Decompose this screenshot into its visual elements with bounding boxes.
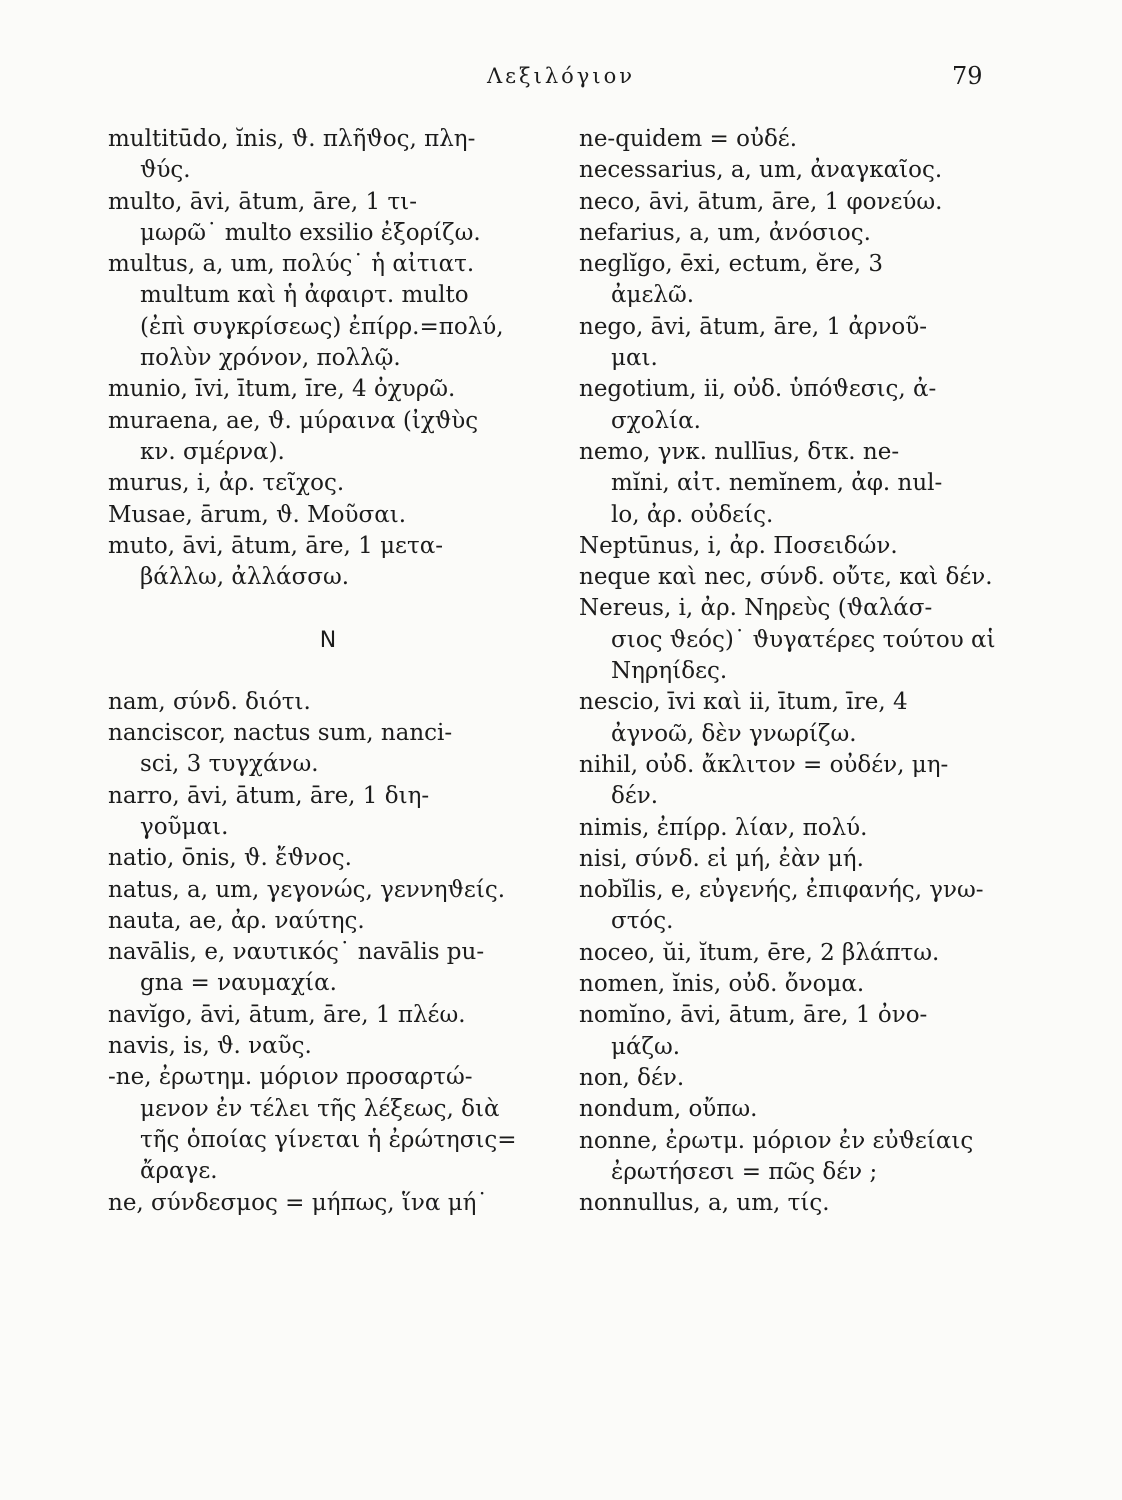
entry-continuation-line: sci, 3 τυγχάνω. [140,751,319,778]
entry-headword-line: non, δέν. [579,1064,685,1091]
entry-continuation-line: κν. σμέρνα). [140,438,285,465]
entry-headword-line: negotium, ii, οὐδ. ὑπόϑεσις, ἀ- [579,376,937,403]
entry-headword-line: munio, īvi, ītum, īre, 4 ὀχυρῶ. [108,376,456,403]
entry-headword-line: navis, is, ϑ. ναῦς. [108,1033,312,1060]
entries-before [108,124,548,593]
entry-headword-line: Nereus, i, ἀρ. Νηρεὺς (ϑαλάσ- [579,595,933,622]
entry-continuation-line: μάζω. [611,1033,681,1060]
entry-headword-line: nobĭlis, e, εὐγενής, ἐπιφανής, γνω- [579,877,984,904]
entry-headword-line: nefarius, a, um, ἀνόσιος. [579,219,871,246]
dictionary-entry [108,249,548,374]
dictionary-entry [579,1063,999,1094]
entry-headword-line: Musae, ārum, ϑ. Μοῦσαι. [108,501,407,528]
entry-headword-line: ne, σύνδεσμος = μήπως, ἵνα μή˙ [108,1189,488,1216]
dictionary-entry [108,906,548,937]
entry-continuation-line: multum καὶ ἡ ἀφαιρτ. multo [140,282,469,309]
entry-headword-line: nihil, οὐδ. ἄκλιτον = οὐδέν, μη- [579,751,949,778]
entry-continuation-line: ἀγνοῶ, δὲν γνωρίζω. [611,720,857,747]
dictionary-entry [108,531,548,594]
entry-headword-line: neco, āvi, ātum, āre, 1 φονεύω. [579,188,943,215]
entry-headword-line: nemo, γνκ. nullīus, δτκ. ne- [579,438,900,465]
dictionary-entry [108,124,548,187]
dictionary-entry [579,1188,999,1219]
entry-headword-line: nescio, īvi καὶ ii, ītum, īre, 4 [579,689,908,716]
dictionary-entry [108,1062,548,1187]
dictionary-entry [108,875,548,906]
entry-headword-line: necessarius, a, um, ἀναγκαῖος. [579,157,943,184]
entry-continuation-line: βάλλω, ἀλλάσσω. [140,564,350,591]
entry-headword-line: narro, āvi, ātum, āre, 1 διη- [108,782,430,809]
dictionary-entry [579,1094,999,1125]
entry-headword-line: nomĭno, āvi, ātum, āre, 1 ὀνο- [579,1002,928,1029]
entry-headword-line: nam, σύνδ. διότι. [108,688,311,715]
entry-continuation-line: lo, ἀρ. οὐδείς. [611,501,774,528]
entry-headword-line: nanciscor, nactus sum, nanci- [108,720,453,747]
entry-continuation-line: πολὺν χρόνον, πολλῷ. [140,345,401,372]
dictionary-entry [108,1188,548,1219]
entry-headword-line: navĭgo, āvi, ātum, āre, 1 πλέω. [108,1001,466,1028]
dictionary-entry [579,593,999,687]
dictionary-entry [579,124,999,155]
right-column [579,124,999,1219]
dictionary-entry [108,843,548,874]
entry-continuation-line: μαι. [611,345,658,372]
dictionary-entry [579,938,999,969]
entry-continuation-line: ἀμελῶ. [611,282,695,309]
left-column [108,124,548,1219]
entry-continuation-line: δέν. [611,783,659,810]
dictionary-entry [579,155,999,186]
entry-headword-line: nauta, ae, ἀρ. ναύτης. [108,907,365,934]
dictionary-entry [579,187,999,218]
dictionary-entry [579,374,999,437]
dictionary-entry [108,718,548,781]
entry-headword-line: neque καὶ nec, σύνδ. οὔτε, καὶ δέν. [579,564,993,591]
dictionary-entry [579,844,999,875]
entry-continuation-line: σχολία. [611,407,701,434]
dictionary-entry [108,937,548,1000]
entry-continuation-line: (ἐπὶ συγκρίσεως) ἐπίρρ.=πολύ, [140,313,504,340]
entry-headword-line: ne-quidem = οὐδέ. [579,126,798,152]
entry-continuation-line: ϑύς. [140,157,191,184]
dictionary-entry [108,374,548,405]
entry-continuation-line: ἄραγε. [140,1158,218,1185]
entry-headword-line: nonne, ἐρωτμ. μόριον ἐν εὐϑείαις [579,1127,974,1154]
entry-continuation-line: σιος ϑεός)˙ ϑυγατέρες τούτου αἱ [611,626,996,653]
entry-headword-line: noceo, ŭi, ĭtum, ēre, 2 βλάπτω. [579,939,940,966]
entry-headword-line: nomen, ĭnis, οὐδ. ὄνομα. [579,971,865,998]
dictionary-entry [579,1126,999,1189]
entry-headword-line: nego, āvi, ātum, āre, 1 ἀρνοῦ- [579,313,928,340]
entry-continuation-line: ἐρωτήσεσι = πῶς δέν ; [611,1158,878,1185]
entry-headword-line: murus, i, ἀρ. τεῖχος. [108,470,345,497]
dictionary-entry [108,187,548,250]
dictionary-entry [579,562,999,593]
dictionary-entry [579,437,999,531]
dictionary-entry [579,969,999,1000]
entry-headword-line: muto, āvi, ātum, āre, 1 μετα- [108,532,443,559]
entry-headword-line: nimis, ἐπίρρ. λίαν, πολύ. [579,814,868,841]
entry-headword-line: natio, ōnis, ϑ. ἔϑνος. [108,845,352,872]
entry-headword-line: -ne, ἐρωτημ. μόριον προσαρτώ- [108,1064,473,1091]
entry-continuation-line: τῆς ὁποίας γίνεται ἡ ἐρώτησις= [140,1126,517,1153]
dictionary-entry [579,531,999,562]
entry-headword-line: multus, a, um, πολύς˙ ἡ αἰτιατ. [108,251,475,278]
entries-after [108,687,548,1219]
entry-headword-line: muraena, ae, ϑ. μύραινα (ἰχϑὺς [108,407,479,434]
entry-continuation-line: Νηρηίδες. [611,658,728,685]
page-header-title: Λεξιλόγιον [487,64,635,88]
entry-headword-line: nondum, οὔπω. [579,1096,758,1123]
dictionary-entry [108,687,548,718]
entry-headword-line: neglĭgo, ēxi, ectum, ĕre, 3 [579,251,884,278]
dictionary-entry [579,687,999,750]
entry-continuation-line: στός. [611,908,674,935]
dictionary-entry [108,468,548,499]
dictionary-entry [108,1031,548,1062]
dictionary-entry [579,218,999,249]
dictionary-entry [108,406,548,469]
entry-continuation-line: gna = ναυμαχία. [140,970,337,997]
entry-headword-line: multitūdo, ĭnis, ϑ. πλῆϑος, πλη- [108,126,476,152]
dictionary-entry [108,781,548,844]
entry-continuation-line: γοῦμαι. [140,813,229,840]
entry-continuation-line: μενον ἐν τέλει τῆς λέξεως, διὰ [140,1095,500,1122]
dictionary-entry [579,312,999,375]
entry-headword-line: natus, a, um, γεγονώς, γεννηϑείς. [108,876,506,903]
entry-headword-line: nonnullus, a, um, τίς. [579,1190,830,1217]
entry-headword-line: nisi, σύνδ. εἰ μή, ἐὰν μή. [579,845,864,872]
page-number: 79 [952,62,983,90]
dictionary-entry [579,249,999,312]
section-letter: N [319,628,337,654]
dictionary-entry [579,1000,999,1063]
dictionary-entry [108,1000,548,1031]
entry-continuation-line: mĭni, αἰτ. nemĭnem, ἀφ. nul- [611,470,943,497]
entries-right [579,124,999,1219]
entry-headword-line: multo, āvi, ātum, āre, 1 τι- [108,188,417,215]
dictionary-entry [579,813,999,844]
entry-continuation-line: μωρῶ˙ multo exsilio ἐξορίζω. [140,219,481,246]
entry-headword-line: Neptūnus, i, ἀρ. Ποσειδών. [579,532,898,559]
entry-headword-line: navālis, e, ναυτικός˙ navālis pu- [108,939,485,966]
dictionary-entry [579,750,999,813]
dictionary-entry [108,500,548,531]
dictionary-entry [579,875,999,938]
